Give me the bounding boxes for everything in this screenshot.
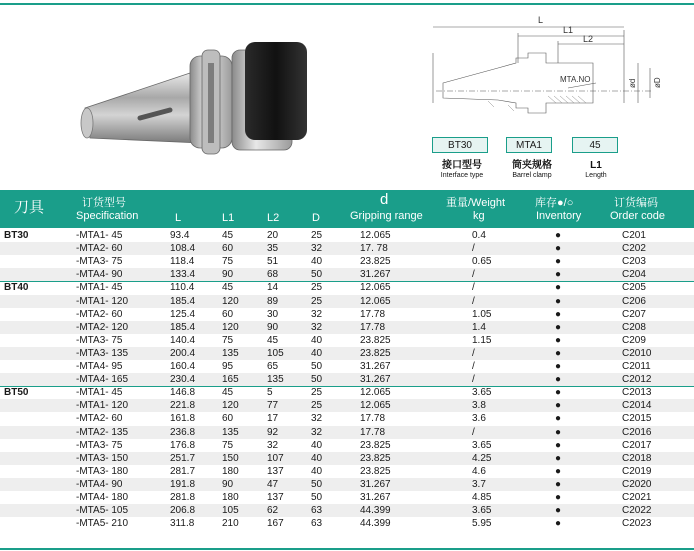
- group-label: BT40: [4, 282, 29, 294]
- cell-l2: 137: [267, 465, 284, 477]
- caption-interface: 接口型号 Interface type: [440, 160, 484, 179]
- cell-inv: ●: [555, 347, 562, 359]
- cell-l2: 68: [267, 269, 279, 281]
- cell-code: C209: [622, 334, 646, 346]
- cell-weight: 4.25: [472, 452, 492, 464]
- cell-l: 133.4: [170, 269, 196, 281]
- cell-weight: 3.7: [472, 478, 486, 490]
- cell-weight: 3.6: [472, 413, 486, 425]
- cell-d: 63: [311, 518, 323, 530]
- cell-l2: 32: [267, 439, 279, 451]
- tool-holder-image: [60, 28, 330, 168]
- cell-code: C201: [622, 230, 646, 241]
- cell-l1: 90: [222, 269, 234, 281]
- cell-d: 12.065: [360, 282, 391, 294]
- cell-l2: 14: [267, 282, 279, 294]
- cell-spec: -MTA2- 120: [76, 321, 129, 333]
- cell-l2: 35: [267, 243, 279, 255]
- cell-l: 230.4: [170, 374, 196, 386]
- cell-weight: /: [472, 295, 475, 307]
- cell-inv: ●: [555, 492, 562, 503]
- cell-weight: 4.85: [472, 492, 492, 503]
- cell-weight: /: [472, 269, 475, 281]
- cell-spec: -MTA4- 90: [76, 269, 123, 281]
- cell-l2: 51: [267, 256, 279, 268]
- cell-l2: 30: [267, 308, 279, 320]
- cell-weight: 3.65: [472, 439, 492, 451]
- cell-inv: ●: [555, 387, 562, 399]
- cell-l: 93.4: [170, 230, 190, 241]
- cell-l1: 60: [222, 243, 234, 255]
- cell-d: 12.065: [360, 295, 391, 307]
- col-order-cn: 订货编码: [614, 197, 658, 209]
- cell-inv: ●: [555, 308, 562, 320]
- cell-l: 191.8: [170, 478, 196, 490]
- cell-spec: -MTA5- 105: [76, 505, 129, 517]
- cell-d: 40: [311, 256, 323, 268]
- cell-l1: 75: [222, 256, 234, 268]
- table-row: [0, 360, 694, 373]
- cell-inv: ●: [555, 413, 562, 425]
- table-row: [0, 295, 694, 308]
- cell-d: 12.065: [360, 400, 391, 412]
- cell-d: 25: [311, 400, 323, 412]
- cell-l2: 89: [267, 295, 279, 307]
- dim-label-l: L: [538, 15, 544, 25]
- cell-d: 12.065: [360, 387, 391, 399]
- cell-spec: -MTA3- 75: [76, 439, 123, 451]
- cell-l1: 165: [222, 374, 239, 386]
- top-divider: [0, 3, 694, 5]
- cell-l2: 137: [267, 492, 284, 503]
- cell-d: 50: [311, 374, 323, 386]
- table-row: [0, 347, 694, 360]
- cell-spec: -MTA3- 135: [76, 347, 129, 359]
- table-row: [0, 242, 694, 255]
- col-inventory-cn: 库存●/○: [535, 197, 574, 209]
- cell-inv: ●: [555, 361, 562, 372]
- cell-d: 31.267: [360, 492, 391, 503]
- cell-l2: 62: [267, 505, 279, 517]
- cell-d: 50: [311, 478, 323, 490]
- dia-big-d-label: øD: [653, 77, 662, 88]
- spec-box-interface: BT30: [432, 137, 488, 153]
- cell-weight: /: [472, 243, 475, 255]
- cell-l2: 20: [267, 230, 279, 241]
- cell-weight: 4.6: [472, 465, 486, 477]
- cell-weight: /: [472, 347, 475, 359]
- dia-d-label: ød: [628, 78, 637, 88]
- cell-d: 32: [311, 321, 323, 333]
- col-order-en: Order code: [610, 210, 666, 222]
- cell-spec: -MTA2- 60: [76, 308, 123, 320]
- dim-label-l2: L2: [583, 34, 594, 44]
- cell-code: C2016: [622, 426, 652, 438]
- cell-d: 25: [311, 387, 323, 399]
- cell-code: C2012: [622, 374, 652, 386]
- cell-l: 108.4: [170, 243, 196, 255]
- col-gripping: d: [380, 191, 389, 208]
- cell-d: 44.399: [360, 518, 391, 530]
- cell-l1: 120: [222, 295, 239, 307]
- cell-inv: ●: [555, 295, 562, 307]
- table-row: [0, 452, 694, 465]
- cell-code: C2020: [622, 478, 652, 490]
- col-weight-unit: kg: [473, 210, 485, 222]
- cell-d: 40: [311, 452, 323, 464]
- cell-code: C202: [622, 243, 646, 255]
- cell-weight: 0.4: [472, 230, 486, 241]
- cell-inv: ●: [555, 478, 562, 490]
- cell-code: C206: [622, 295, 646, 307]
- cell-inv: ●: [555, 269, 562, 281]
- cell-weight: /: [472, 426, 475, 438]
- cell-l1: 75: [222, 334, 234, 346]
- cell-l1: 45: [222, 230, 234, 241]
- cell-spec: -MTA1- 120: [76, 295, 129, 307]
- cell-l: 125.4: [170, 308, 196, 320]
- cell-d: 23.825: [360, 465, 391, 477]
- cell-l: 311.8: [170, 518, 195, 530]
- cell-spec: -MTA2- 135: [76, 426, 129, 438]
- cell-inv: ●: [555, 505, 562, 517]
- bottom-divider: [0, 548, 694, 550]
- cell-l2: 90: [267, 321, 279, 333]
- cell-l2: 167: [267, 518, 284, 530]
- cell-l1: 95: [222, 361, 234, 372]
- table-row: [0, 412, 694, 425]
- cell-code: C2023: [622, 518, 652, 530]
- cell-d: 50: [311, 269, 323, 281]
- cell-spec: -MTA1- 45: [76, 230, 123, 241]
- table-row: [0, 255, 694, 268]
- col-weight: 重量/Weight: [446, 197, 506, 209]
- cell-spec: -MTA4- 180: [76, 492, 129, 503]
- cell-l: 160.4: [170, 361, 196, 372]
- table-row: [0, 386, 694, 399]
- table-header: [0, 190, 694, 228]
- cell-l: 161.8: [170, 413, 196, 425]
- table-row: [0, 478, 694, 491]
- cell-d: 32: [311, 426, 323, 438]
- cell-l: 200.4: [170, 347, 196, 359]
- cell-inv: ●: [555, 465, 562, 477]
- cell-l1: 210: [222, 518, 239, 530]
- cell-spec: -MTA4- 165: [76, 374, 129, 386]
- cell-d: 50: [311, 361, 323, 372]
- cell-d: 32: [311, 413, 323, 425]
- cell-code: C207: [622, 308, 646, 320]
- cell-code: C2010: [622, 347, 652, 359]
- col-l2: L2: [267, 212, 280, 224]
- table-row: [0, 268, 694, 281]
- cell-d: 31.267: [360, 361, 391, 372]
- cell-code: C208: [622, 321, 646, 333]
- cell-spec: -MTA2- 60: [76, 413, 123, 425]
- cell-inv: ●: [555, 230, 562, 241]
- cell-l: 146.8: [170, 387, 196, 399]
- col-spec-cn: 订货型号: [82, 197, 126, 209]
- cell-d: 23.825: [360, 256, 391, 268]
- cell-code: C204: [622, 269, 646, 281]
- cell-l: 251.7: [170, 452, 196, 464]
- cell-d: 40: [311, 439, 323, 451]
- cell-weight: 3.65: [472, 387, 492, 399]
- cell-l: 118.4: [170, 256, 195, 268]
- cell-l: 236.8: [170, 426, 196, 438]
- cell-d: 23.825: [360, 334, 391, 346]
- cell-d: 17.78: [360, 321, 386, 333]
- col-tool: 刀具: [14, 199, 45, 216]
- spec-box-length: 45: [572, 137, 618, 153]
- cell-inv: ●: [555, 452, 562, 464]
- cell-weight: 1.4: [472, 321, 486, 333]
- table-row: [0, 334, 694, 347]
- group-label: BT50: [4, 387, 29, 399]
- col-gripping-en: Gripping range: [350, 210, 423, 222]
- cell-l: 281.7: [170, 465, 196, 477]
- col-d: D: [312, 212, 320, 224]
- cell-spec: -MTA3- 150: [76, 452, 129, 464]
- col-inventory-en: Inventory: [536, 210, 582, 222]
- cell-spec: -MTA1- 45: [76, 387, 123, 399]
- cell-l1: 135: [222, 426, 239, 438]
- cell-code: C2015: [622, 413, 652, 425]
- cell-l2: 47: [267, 478, 279, 490]
- cell-d: 23.825: [360, 439, 391, 451]
- cell-l2: 92: [267, 426, 279, 438]
- cell-l1: 120: [222, 321, 239, 333]
- cell-d: 12.065: [360, 230, 391, 241]
- cell-d: 17. 78: [360, 243, 388, 255]
- cell-l2: 105: [267, 347, 284, 359]
- cell-l: 110.4: [170, 282, 195, 294]
- dim-label-l1: L1: [563, 25, 574, 35]
- col-l: L: [175, 212, 182, 224]
- cell-l2: 135: [267, 374, 284, 386]
- table-row: [0, 321, 694, 334]
- caption-barrel: 筒夹规格 Barrel clamp: [512, 160, 552, 179]
- table-row: [0, 399, 694, 412]
- cell-weight: /: [472, 374, 475, 386]
- cell-inv: ●: [555, 321, 562, 333]
- cell-l: 221.8: [170, 400, 196, 412]
- cell-l2: 107: [267, 452, 284, 464]
- cell-l: 185.4: [170, 295, 196, 307]
- cell-l: 176.8: [170, 439, 196, 451]
- cell-l1: 45: [222, 282, 234, 294]
- cell-spec: -MTA5- 210: [76, 518, 129, 530]
- cell-weight: 0.65: [472, 256, 492, 268]
- cell-d: 63: [311, 505, 323, 517]
- mta-label: MTA.NO: [560, 75, 591, 84]
- table-row: [0, 504, 694, 517]
- cell-l1: 105: [222, 505, 239, 517]
- cell-d: 50: [311, 492, 323, 503]
- cell-inv: ●: [555, 426, 562, 438]
- table-row: [0, 465, 694, 478]
- cell-inv: ●: [555, 518, 562, 530]
- cell-inv: ●: [555, 439, 562, 451]
- table-row: [0, 517, 694, 530]
- group-label: BT30: [4, 230, 29, 241]
- cell-d: 44.399: [360, 505, 391, 517]
- table-row: [0, 308, 694, 321]
- cell-l1: 120: [222, 400, 239, 412]
- cell-d: 32: [311, 243, 323, 255]
- cell-d: 17.78: [360, 426, 386, 438]
- cell-inv: ●: [555, 256, 562, 268]
- cell-spec: -MTA1- 45: [76, 282, 123, 294]
- cell-l1: 180: [222, 465, 239, 477]
- cell-d: 17.78: [360, 413, 386, 425]
- table-row: [0, 373, 694, 386]
- cell-weight: 3.8: [472, 400, 486, 412]
- cell-weight: 5.95: [472, 518, 492, 530]
- cell-code: C2011: [622, 361, 651, 372]
- cell-d: 40: [311, 465, 323, 477]
- technical-drawing: [428, 8, 688, 126]
- cell-d: 23.825: [360, 452, 391, 464]
- cell-code: C2013: [622, 387, 652, 399]
- col-l1: L1: [222, 212, 235, 224]
- cell-d: 31.267: [360, 374, 391, 386]
- table-row: [0, 426, 694, 439]
- cell-l: 185.4: [170, 321, 196, 333]
- cell-spec: -MTA4- 90: [76, 478, 123, 490]
- cell-l1: 45: [222, 387, 234, 399]
- cell-d: 25: [311, 282, 323, 294]
- cell-inv: ●: [555, 282, 562, 294]
- cell-d: 25: [311, 230, 323, 241]
- cell-inv: ●: [555, 400, 562, 412]
- table-row: [0, 491, 694, 504]
- table-row: [0, 439, 694, 452]
- cell-l2: 77: [267, 400, 279, 412]
- cell-code: C205: [622, 282, 646, 294]
- cell-code: C2014: [622, 400, 652, 412]
- spec-example: [432, 137, 632, 153]
- cell-l1: 90: [222, 478, 234, 490]
- cell-spec: -MTA4- 95: [76, 361, 123, 372]
- cell-l1: 60: [222, 413, 234, 425]
- col-spec-en: Specification: [76, 210, 139, 222]
- cell-code: C2017: [622, 439, 652, 451]
- cell-l2: 5: [267, 387, 273, 399]
- cell-l2: 65: [267, 361, 279, 372]
- cell-l1: 150: [222, 452, 239, 464]
- cell-code: C2019: [622, 465, 652, 477]
- cell-spec: -MTA2- 60: [76, 243, 123, 255]
- cell-l: 140.4: [170, 334, 196, 346]
- cell-inv: ●: [555, 243, 562, 255]
- cell-weight: 1.15: [472, 334, 492, 346]
- cell-inv: ●: [555, 374, 562, 386]
- cell-spec: -MTA3- 180: [76, 465, 129, 477]
- cell-d: 25: [311, 295, 323, 307]
- cell-l1: 60: [222, 308, 234, 320]
- cell-l2: 45: [267, 334, 279, 346]
- cell-code: C203: [622, 256, 646, 268]
- cell-l: 281.8: [170, 492, 196, 503]
- cell-l2: 17: [267, 413, 279, 425]
- cell-d: 23.825: [360, 347, 391, 359]
- cell-spec: -MTA1- 120: [76, 400, 129, 412]
- cell-d: 40: [311, 347, 323, 359]
- cell-weight: 1.05: [472, 308, 492, 320]
- cell-l: 206.8: [170, 505, 196, 517]
- cell-code: C2022: [622, 505, 652, 517]
- cell-d: 17.78: [360, 308, 386, 320]
- cell-inv: ●: [555, 334, 562, 346]
- caption-length: L1 Length: [585, 160, 607, 179]
- table-row: [0, 281, 694, 294]
- table-row: [0, 229, 694, 242]
- cell-l1: 75: [222, 439, 234, 451]
- cell-d: 31.267: [360, 269, 391, 281]
- cell-code: C2018: [622, 452, 652, 464]
- cell-weight: 3.65: [472, 505, 492, 517]
- cell-code: C2021: [622, 492, 652, 503]
- cell-spec: -MTA3- 75: [76, 256, 123, 268]
- cell-l1: 135: [222, 347, 239, 359]
- cell-spec: -MTA3- 75: [76, 334, 123, 346]
- cell-d: 31.267: [360, 478, 391, 490]
- cell-d: 40: [311, 334, 323, 346]
- cell-d: 32: [311, 308, 323, 320]
- cell-weight: /: [472, 282, 475, 294]
- cell-l1: 180: [222, 492, 239, 503]
- cell-weight: /: [472, 361, 475, 372]
- spec-box-barrel: MTA1: [506, 137, 552, 153]
